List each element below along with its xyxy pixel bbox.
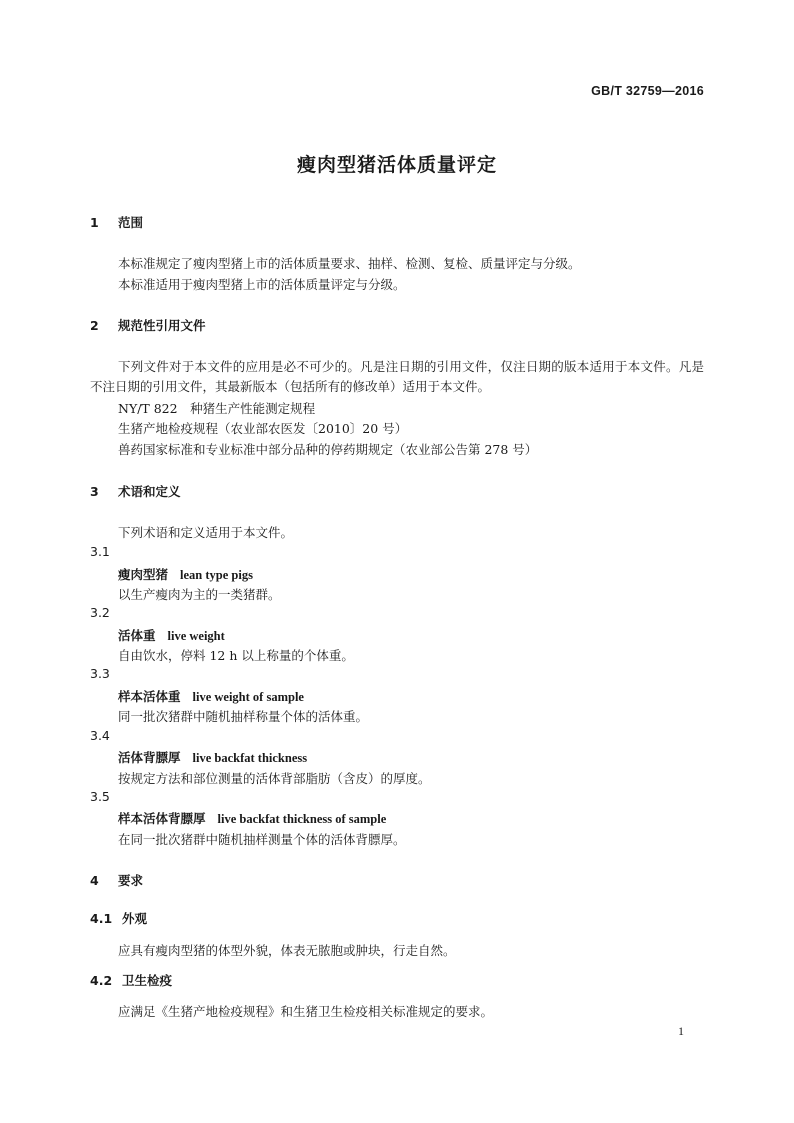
- term-chinese: 活体背膘厚: [118, 750, 181, 765]
- quarantine-requirement: 应满足《生猪产地检疫规程》和生猪卫生检疫相关标准规定的要求。: [118, 1004, 494, 1019]
- reference-item: NY/T 822 种猪生产性能测定规程: [118, 401, 316, 416]
- clause-number: 3.5: [90, 789, 110, 804]
- term-heading: [118, 687, 304, 705]
- term-english: live backfat thickness of sample: [217, 812, 387, 826]
- scope-paragraph-2: 本标准适用于瘦肉型猪上市的活体质量评定与分级。: [118, 277, 406, 292]
- term-definition: 在同一批次猪群中随机抽样测量个体的活体背膘厚。: [118, 832, 406, 847]
- section-1-heading: [90, 213, 143, 231]
- scope-paragraph-1: 本标准规定了瘦肉型猪上市的活体质量要求、抽样、检测、复检、质量评定与分级。: [118, 256, 581, 271]
- reference-item: 生猪产地检疫规程（农业部农医发〔2010〕20 号）: [118, 421, 408, 436]
- appearance-requirement: 应具有瘦肉型猪的体型外貌，体表无脓胞或肿块，行走自然。: [118, 943, 456, 958]
- subsection-4-1-heading: [90, 909, 147, 927]
- references-intro-paragraph: 下列文件对于本文件的应用是必不可少的。凡是注日期的引用文件，仅注日期的版本适用于本文件。凡是不注日期的引用文件，其最新版本（包括所有的修改单）适用于本文件。: [90, 359, 704, 394]
- reference-item: 兽药国家标准和专业标准中部分品种的停药期规定（农业部公告第 278 号）: [118, 442, 538, 457]
- term-english: live backfat thickness: [192, 751, 308, 765]
- subsection-number: 4.2: [90, 973, 113, 988]
- document-title: 瘦肉型猪活体质量评定: [296, 154, 497, 176]
- term-definition: 以生产瘦肉为主的一类猪群。: [118, 587, 281, 602]
- section-3-heading: [90, 482, 181, 500]
- term-english: lean type pigs: [180, 568, 253, 582]
- term-definition: 同一批次猪群中随机抽样称量个体的活体重。: [118, 709, 369, 724]
- terms-intro: 下列术语和定义适用于本文件。: [118, 525, 294, 540]
- term-heading: [118, 565, 253, 583]
- section-title: 要求: [118, 873, 144, 888]
- section-number: 2: [90, 318, 99, 333]
- section-4-heading: [90, 871, 143, 889]
- clause-number: 3.2: [90, 605, 110, 620]
- section-number: 1: [90, 215, 99, 230]
- section-2-heading: [90, 316, 206, 334]
- section-number: 3: [90, 484, 99, 499]
- standard-code: GB/T 32759—2016: [591, 84, 704, 98]
- section-number: 4: [90, 873, 99, 888]
- subsection-number: 4.1: [90, 911, 113, 926]
- subsection-title: 外观: [122, 911, 148, 926]
- term-definition: 按规定方法和部位测量的活体背部脂肪（含皮）的厚度。: [118, 771, 431, 786]
- term-english: live weight of sample: [192, 690, 304, 704]
- term-heading: [118, 748, 307, 766]
- section-title: 规范性引用文件: [118, 318, 206, 333]
- term-chinese: 瘦肉型猪: [118, 567, 169, 582]
- term-chinese: 样本活体背膘厚: [118, 811, 206, 826]
- term-english: live weight: [167, 629, 225, 643]
- term-chinese: 样本活体重: [118, 689, 181, 704]
- term-heading: [118, 809, 386, 827]
- subsection-title: 卫生检疫: [122, 973, 173, 988]
- term-definition: 自由饮水，停料 12 h 以上称量的个体重。: [118, 648, 354, 663]
- term-chinese: 活体重: [118, 628, 156, 643]
- page-number: 1: [678, 1024, 684, 1038]
- clause-number: 3.4: [90, 728, 110, 743]
- clause-number: 3.3: [90, 666, 110, 681]
- section-title: 术语和定义: [118, 484, 181, 499]
- term-heading: [118, 626, 225, 644]
- section-title: 范围: [118, 215, 144, 230]
- subsection-4-2-heading: [90, 971, 172, 989]
- clause-number: 3.1: [90, 544, 110, 559]
